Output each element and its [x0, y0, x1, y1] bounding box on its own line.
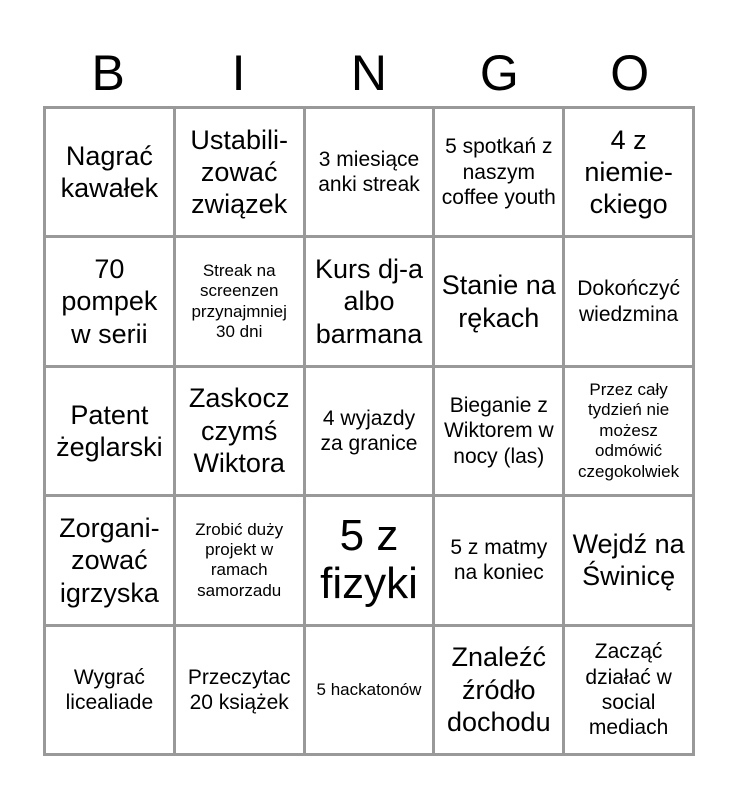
- bingo-cell[interactable]: 5 spotkań z naszym coffee youth: [435, 109, 562, 235]
- bingo-header: [43, 40, 695, 106]
- bingo-cell[interactable]: Patent żeglarski: [46, 368, 173, 494]
- header-letter-g: G: [479, 45, 519, 101]
- bingo-cell[interactable]: Przeczytac 20 książek: [176, 627, 303, 753]
- bingo-cell[interactable]: Zaskocz czymś Wiktora: [176, 368, 303, 494]
- bingo-cell-center[interactable]: 5 z fizyki: [306, 497, 433, 623]
- header-letter-b: B: [91, 45, 125, 101]
- bingo-cell[interactable]: Przez cały tydzień nie możesz odmówić czegokolwiek: [565, 368, 692, 494]
- bingo-cell[interactable]: 4 z niemie-ckiego: [565, 109, 692, 235]
- bingo-board: [43, 106, 695, 756]
- bingo-cell[interactable]: Dokończyć wiedzmina: [565, 238, 692, 364]
- bingo-cell[interactable]: 5 z matmy na koniec: [435, 497, 562, 623]
- bingo-cell[interactable]: Ustabili-zować związek: [176, 109, 303, 235]
- header-letter-i: I: [231, 45, 246, 101]
- bingo-cell[interactable]: Kurs dj-a albo barmana: [306, 238, 433, 364]
- bingo-cell[interactable]: 3 miesiące anki streak: [306, 109, 433, 235]
- bingo-cell[interactable]: Bieganie z Wiktorem w nocy (las): [435, 368, 562, 494]
- bingo-cell[interactable]: Zrobić duży projekt w ramach samorzadu: [176, 497, 303, 623]
- bingo-cell[interactable]: Wejdź na Świnicę: [565, 497, 692, 623]
- bingo-cell[interactable]: Streak na screenzen przynajmniej 30 dni: [176, 238, 303, 364]
- header-letter-o: O: [610, 45, 650, 101]
- bingo-cell[interactable]: 4 wyjazdy za granice: [306, 368, 433, 494]
- header-letter-n: N: [350, 45, 388, 101]
- bingo-cell[interactable]: Znaleźć źródło dochodu: [435, 627, 562, 753]
- bingo-cell[interactable]: Nagrać kawałek: [46, 109, 173, 235]
- bingo-cell[interactable]: Zacząć działać w social mediach: [565, 627, 692, 753]
- bingo-cell[interactable]: Wygrać licealiade: [46, 627, 173, 753]
- bingo-cell[interactable]: 5 hackatonów: [306, 627, 433, 753]
- bingo-cell[interactable]: Stanie na rękach: [435, 238, 562, 364]
- bingo-cell[interactable]: 70 pompek w serii: [46, 238, 173, 364]
- bingo-cell[interactable]: Zorgani-zować igrzyska: [46, 497, 173, 623]
